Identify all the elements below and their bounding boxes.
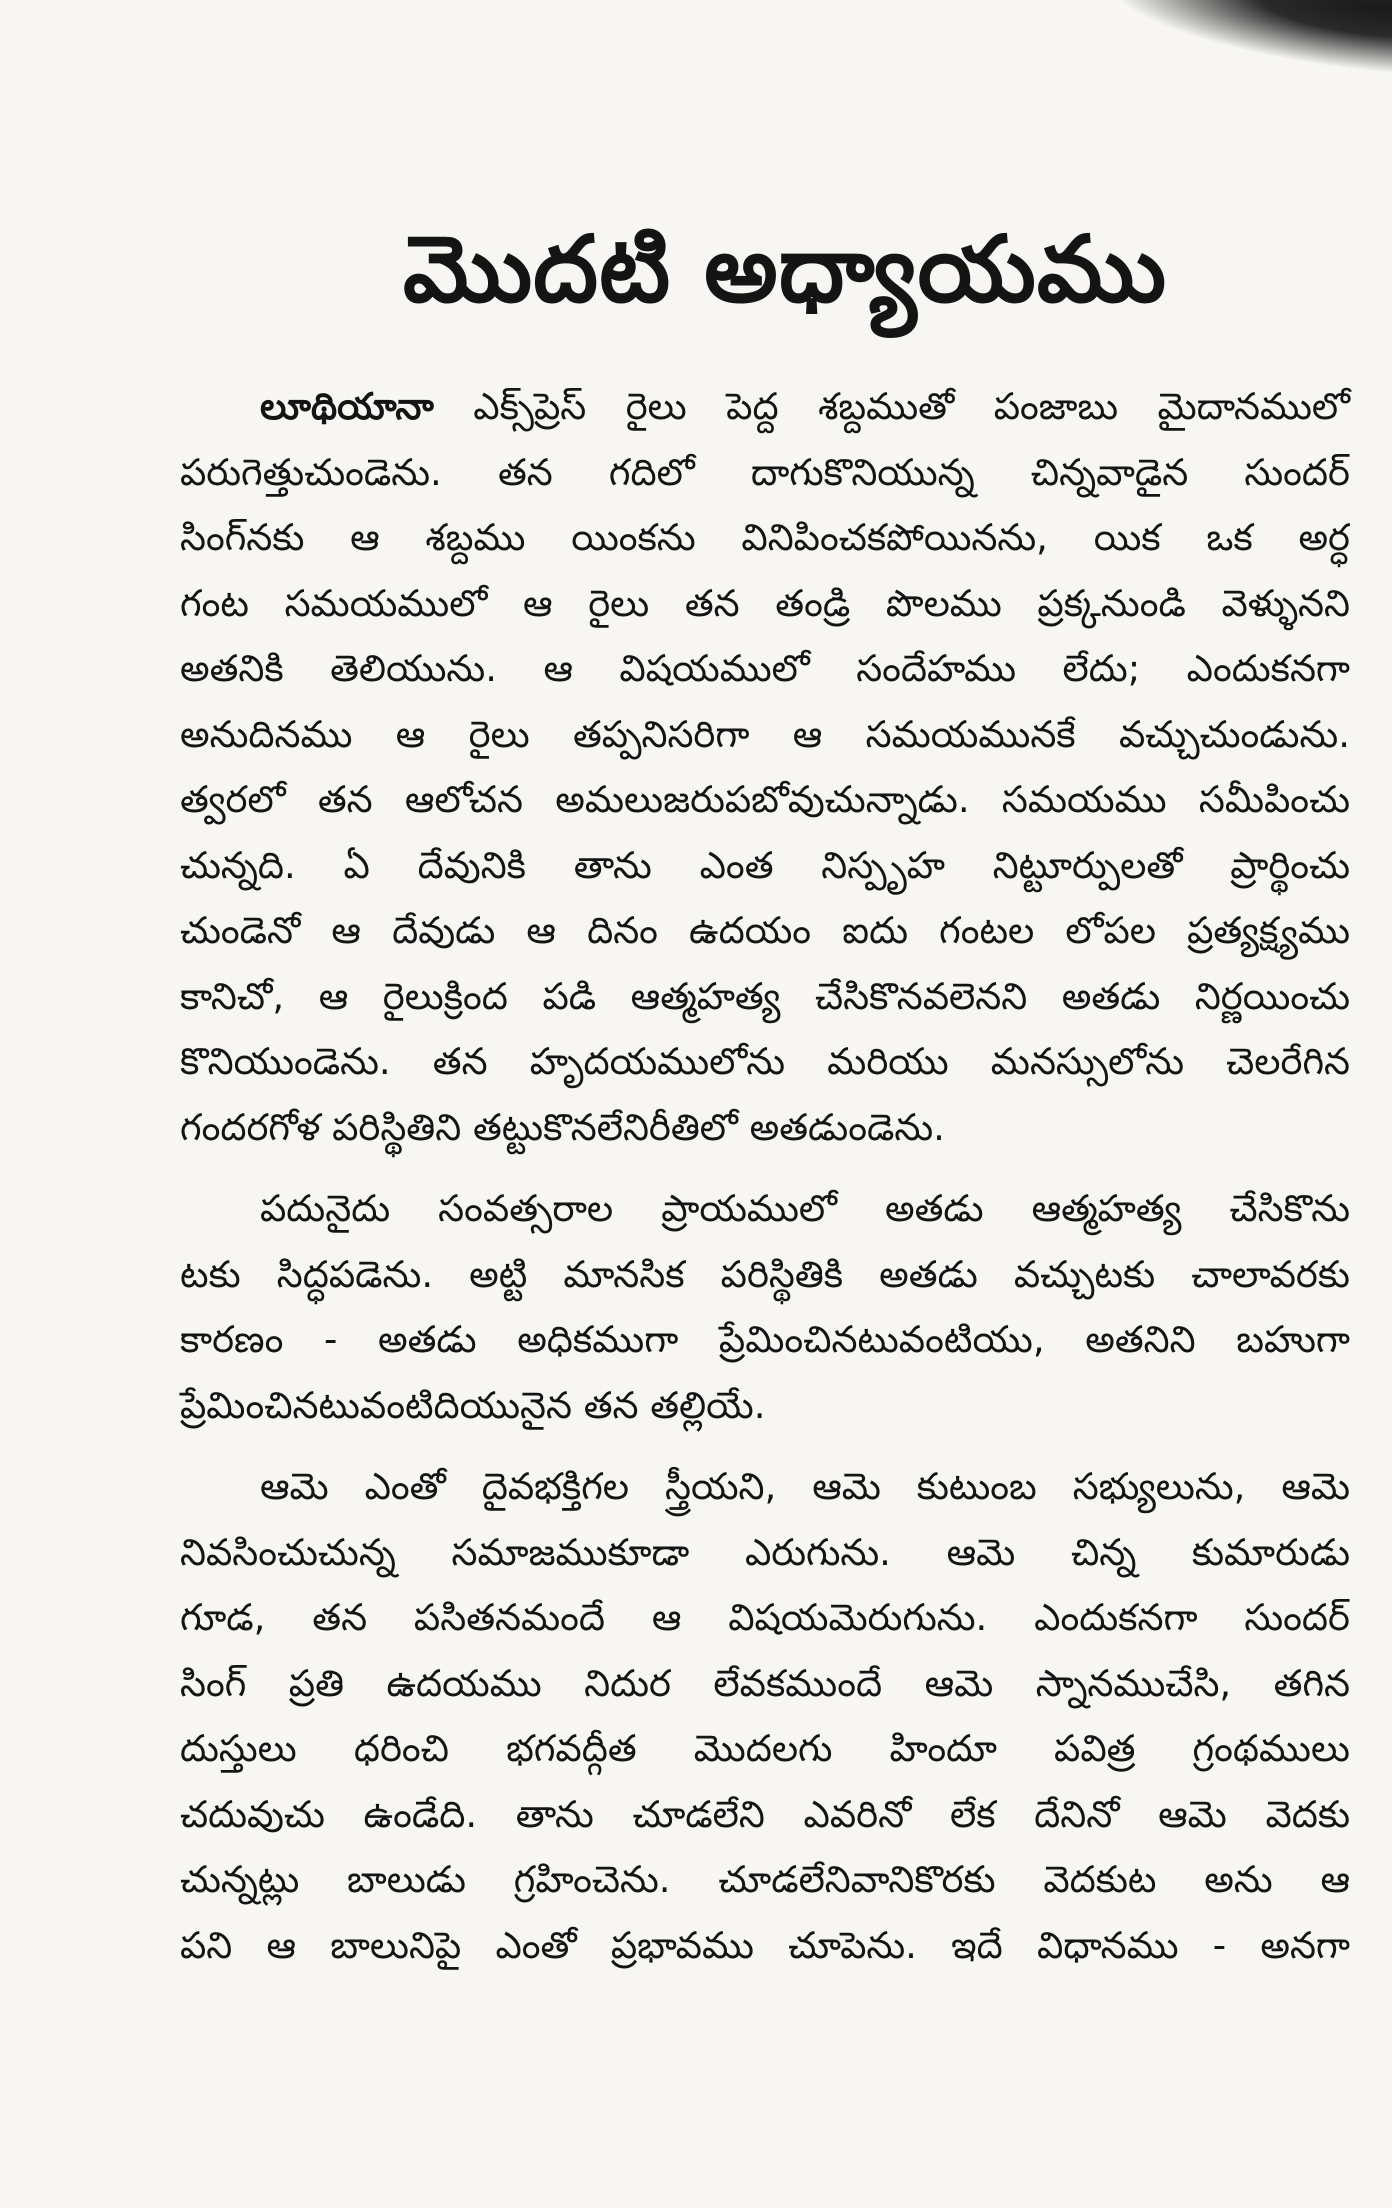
paragraph-1	[180, 374, 1350, 1160]
paragraph-line: దుస్తులు ధరించి భగవద్గీత మొదలగు హిందూ పవిత్ర గ్రంథములు	[180, 1727, 1350, 1770]
paragraph-line: టకు సిద్ధపడెను. అట్టి మానసిక పరిస్థితికి అతడు వచ్చుటకు చాలావరకు	[180, 1252, 1350, 1296]
paragraph-line: చుండెనో ఆ దేవుడు ఆ దినం ఉదయం ఐదు గంటల లోపల ప్రత్యక్ష్యము	[180, 909, 1350, 952]
paragraph-3	[180, 1454, 1350, 1978]
paragraph-line: చదువుచు ఉండేది. తాను చూడలేని ఎవరినో లేక దేనినో ఆమె వెదకు	[180, 1792, 1350, 1836]
lead-word: లూథియానా	[260, 385, 434, 428]
paragraph-line: చున్నట్లు బాలుడు గ్రహించెను. చూడలేనివానికొరకు వెదకుట అను ఆ	[180, 1858, 1350, 1901]
paragraph-line: కారణం - అతడు అధికముగా ప్రేమించినటువంటియు, అతనిని బహుగా	[180, 1318, 1350, 1361]
paragraph-2	[180, 1176, 1350, 1438]
paragraph-line: అతనికి తెలియును. ఆ విషయములో సందేహము లేదు; ఎందుకనగా	[180, 647, 1350, 690]
paragraph-line: సింగ్ ప్రతి ఉదయము నిదుర లేవకముందే ఆమె స్నానముచేసి, తగిన	[180, 1661, 1350, 1705]
paragraph-line: చున్నది. ఏ దేవునికి తాను ఎంత నిస్పృహ నిట్టూర్పులతో ప్రార్థించు	[180, 843, 1350, 887]
paragraph-line: కొనియుండెను. తన హృదయములోను మరియు మనస్సులోను చెలరేగిన	[180, 1040, 1350, 1083]
paragraph-line: కానిచో, ఆ రైలుక్రింద పడి ఆత్మహత్య చేసికొనవలెనని అతడు నిర్ణయించు	[180, 974, 1350, 1018]
paragraph-line: లూథియానా ఎక్స్‌ప్రెస్ రైలు పెద్ద శబ్దముతో పంజాబు మైదానములో	[260, 385, 1350, 428]
chapter-title: మొదటి అధ్యాయము	[402, 216, 1168, 323]
paragraph-line: పదునైదు సంవత్సరాల ప్రాయములో అతడు ఆత్మహత్య చేసికొను	[260, 1187, 1350, 1230]
paragraph-line: ప్రేమించినటువంటిదియునైన తన తల్లియే.	[180, 1383, 766, 1427]
page-corner-shadow	[1099, 0, 1392, 77]
paragraph-line: ఆమె ఎంతో దైవభక్తిగల స్త్రీయని, ఆమె కుటుంబ సభ్యులును, ఆమె	[260, 1465, 1350, 1508]
book-page	[180, 210, 1350, 1994]
paragraph-line: పని ఆ బాలునిపై ఎంతో ప్రభావము చూపెను. ఇదే విధానము - అనగా	[180, 1923, 1350, 1967]
paragraph-line: సింగ్‌నకు ఆ శబ్దము యింకను వినిపించకపోయినను, యిక ఒక అర్ధ	[180, 516, 1350, 559]
paragraph-line: పరుగెత్తుచుండెను. తన గదిలో దాగుకొనియున్న చిన్నవాడైన సుందర్	[180, 450, 1350, 494]
paragraph-line: నివసించుచున్న సమాజముకూడా ఎరుగును. ఆమె చిన్న కుమారుడు	[180, 1530, 1350, 1574]
paragraph-line: గూడ, తన పసితనమందే ఆ విషయమెరుగును. ఎందుకనగా సుందర్	[180, 1596, 1350, 1639]
paragraph-line: గందరగోళ పరిస్థితిని తట్టుకొనలేనిరీతిలో అతడుండెను.	[180, 1105, 945, 1149]
paragraph-line: అనుదినము ఆ రైలు తప్పనిసరిగా ఆ సమయమునకే వచ్చుచుండును.	[180, 712, 1350, 756]
paragraph-line: త్వరలో తన ఆలోచన అమలుజరుపబోవుచున్నాడు. సమయము సమీపించు	[180, 778, 1350, 821]
paragraph-line: గంట సమయములో ఆ రైలు తన తండ్రి పొలము ప్రక్కనుండి వెళ్ళునని	[180, 581, 1350, 625]
